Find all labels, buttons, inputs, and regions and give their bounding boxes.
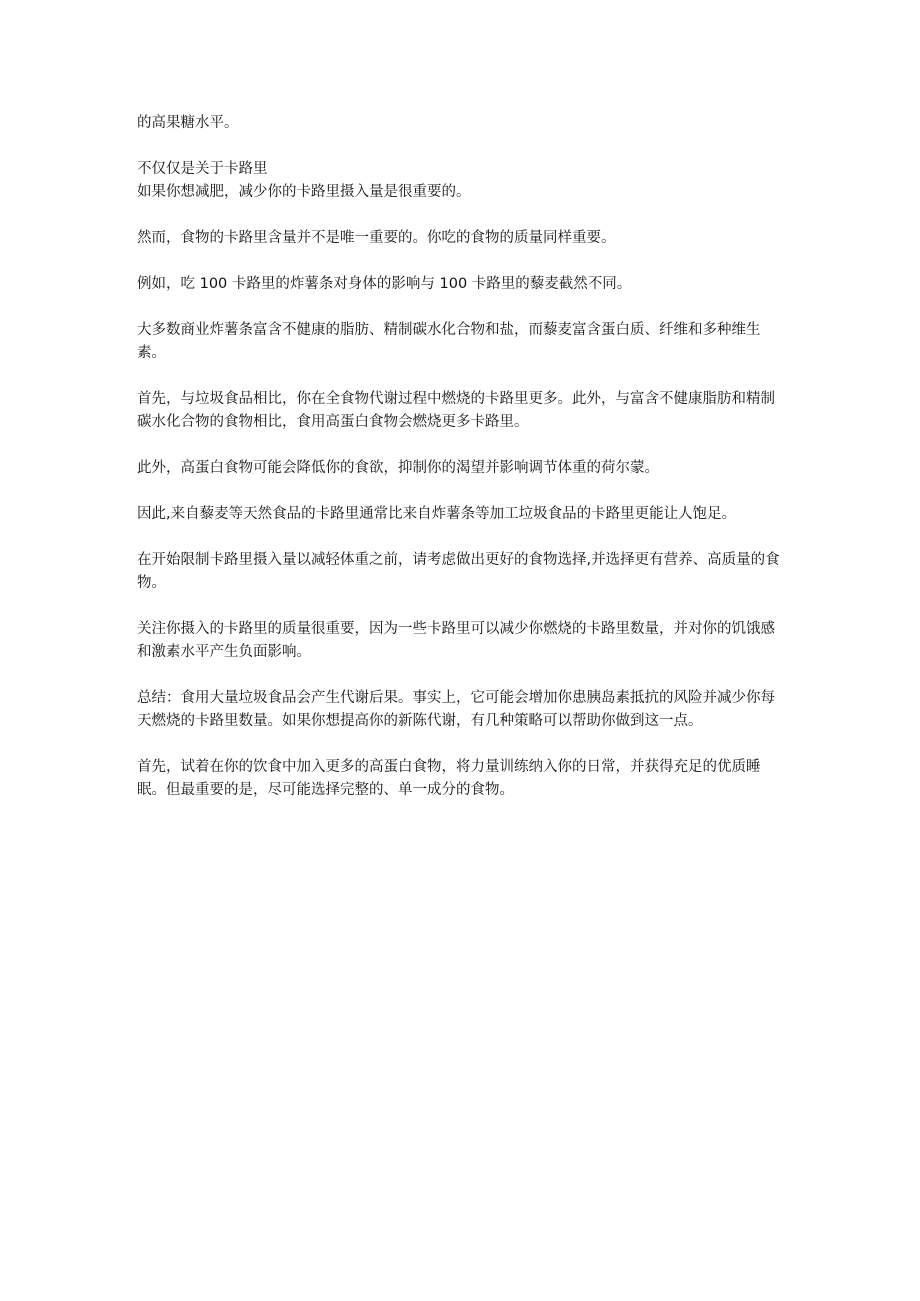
paragraph: 例如，吃 100 卡路里的炸薯条对身体的影响与 100 卡路里的藜麦截然不同。 (137, 276, 632, 292)
paragraph: 关注你摄入的卡路里的质量很重要，因为一些卡路里可以减少你燃烧的卡路里数量，并对你的饥饿感和激素水平产生负面影响。 (137, 621, 775, 660)
paragraph: 此外，高蛋白食物可能会降低你的食欲，抑制你的渴望并影响调节体重的荷尔蒙。 (137, 460, 659, 476)
paragraph: 首先，试着在你的饮食中加入更多的高蛋白食物，将力量训练纳入你的日常，并获得充足的优质睡眠。但最重要的是，尽可能选择完整的、单一成分的食物。 (137, 759, 761, 798)
paragraph: 如果你想减肥，减少你的卡路里摄入量是很重要的。 (137, 184, 471, 200)
paragraph-continuation: 的高果糖水平。 (137, 115, 239, 131)
paragraph: 然而，食物的卡路里含量并不是唯一重要的。你吃的食物的质量同样重要。 (137, 230, 616, 246)
summary-paragraph: 总结：食用大量垃圾食品会产生代谢后果。事实上，它可能会增加你患胰岛素抵抗的风险并减少你每天燃烧的卡路里数量。如果你想提高你的新陈代谢，有几种策略可以帮助你做到这一点。 (137, 690, 775, 729)
paragraph: 首先，与垃圾食品相比，你在全食物代谢过程中燃烧的卡路里更多。此外，与富含不健康脂肪和精制碳水化合物的食物相比，食用高蛋白食物会燃烧更多卡路里。 (137, 391, 775, 430)
section-heading: 不仅仅是关于卡路里 (137, 161, 268, 177)
paragraph: 在开始限制卡路里摄入量以减轻体重之前，请考虑做出更好的食物选择,并选择更有营养、高质量的食物。 (137, 552, 780, 591)
document-page (137, 112, 787, 825)
paragraph: 因此,来自藜麦等天然食品的卡路里通常比来自炸薯条等加工垃圾食品的卡路里更能让人饱足。 (137, 506, 737, 522)
paragraph: 大多数商业炸薯条富含不健康的脂肪、精制碳水化合物和盐，而藜麦富含蛋白质、纤维和多种维生素。 (137, 322, 761, 361)
